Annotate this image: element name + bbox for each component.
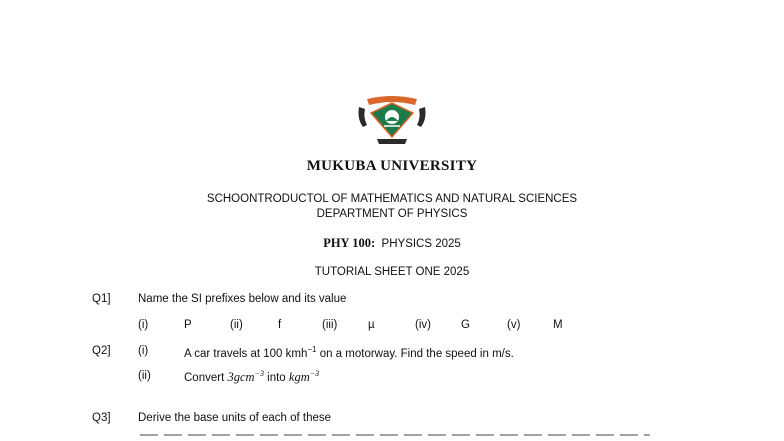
q2-label: Q2] xyxy=(92,345,111,357)
q1-item-4-value: G xyxy=(461,319,470,331)
university-name: MUKUBA UNIVERSITY xyxy=(306,158,478,174)
university-crest-logo xyxy=(355,93,429,147)
q2-part-1-exponent: −1 xyxy=(307,345,317,354)
q2-part-2-unit-from: 3gcm xyxy=(227,369,255,384)
q2-part-2-unit-to-exponent: −3 xyxy=(309,369,320,378)
school-name: SCHOONTRODUCTOL OF MATHEMATICS AND NATURAL SCIENCES xyxy=(206,193,578,205)
q2-part-1-text-after: on a motorway. Find the speed in m/s. xyxy=(316,347,514,360)
q1-item-5-value: M xyxy=(553,319,563,331)
department-name: DEPARTMENT OF PHYSICS xyxy=(316,208,468,220)
q2-part-2-unit-from-exponent: −3 xyxy=(254,369,264,378)
q1-item-1-value: P xyxy=(184,319,192,331)
q1-item-1-num: (i) xyxy=(138,319,149,331)
q1-item-2-value: f xyxy=(278,319,282,331)
q1-text: Name the SI prefixes below and its value xyxy=(138,293,347,305)
course-separator: : xyxy=(370,236,376,250)
q1-item-5-num: (v) xyxy=(507,319,521,331)
q2-part-2-text xyxy=(184,369,319,385)
q3-label: Q3] xyxy=(92,412,111,424)
cropped-text-fragment xyxy=(140,434,650,436)
q2-part-2-text-before: Convert xyxy=(184,371,228,384)
q2-part-1-text xyxy=(184,345,514,360)
q1-item-4-num: (iv) xyxy=(415,319,431,331)
school-and-department xyxy=(0,192,784,222)
cropped-next-line xyxy=(0,434,784,441)
course-name: PHYSICS 2025 xyxy=(381,238,461,250)
sheet-title: TUTORIAL SHEET ONE 2025 xyxy=(314,266,470,278)
q2-part-2-unit-to: kgm xyxy=(288,369,310,384)
q3-text: Derive the base units of each of these xyxy=(138,412,332,424)
q2-part-1-num: (i) xyxy=(138,345,149,357)
q1-item-3-value: µ xyxy=(368,319,375,331)
course-line xyxy=(0,236,784,251)
q2-part-1-text-before: A car travels at 100 kmh xyxy=(184,347,308,360)
q1-item-2-num: (ii) xyxy=(230,319,243,331)
q2-part-2-text-mid: into xyxy=(263,371,289,384)
course-code: PHY 100 xyxy=(323,236,371,250)
q2-part-2-num: (ii) xyxy=(138,370,151,382)
q1-label: Q1] xyxy=(92,293,111,305)
q1-item-3-num: (iii) xyxy=(322,319,338,331)
